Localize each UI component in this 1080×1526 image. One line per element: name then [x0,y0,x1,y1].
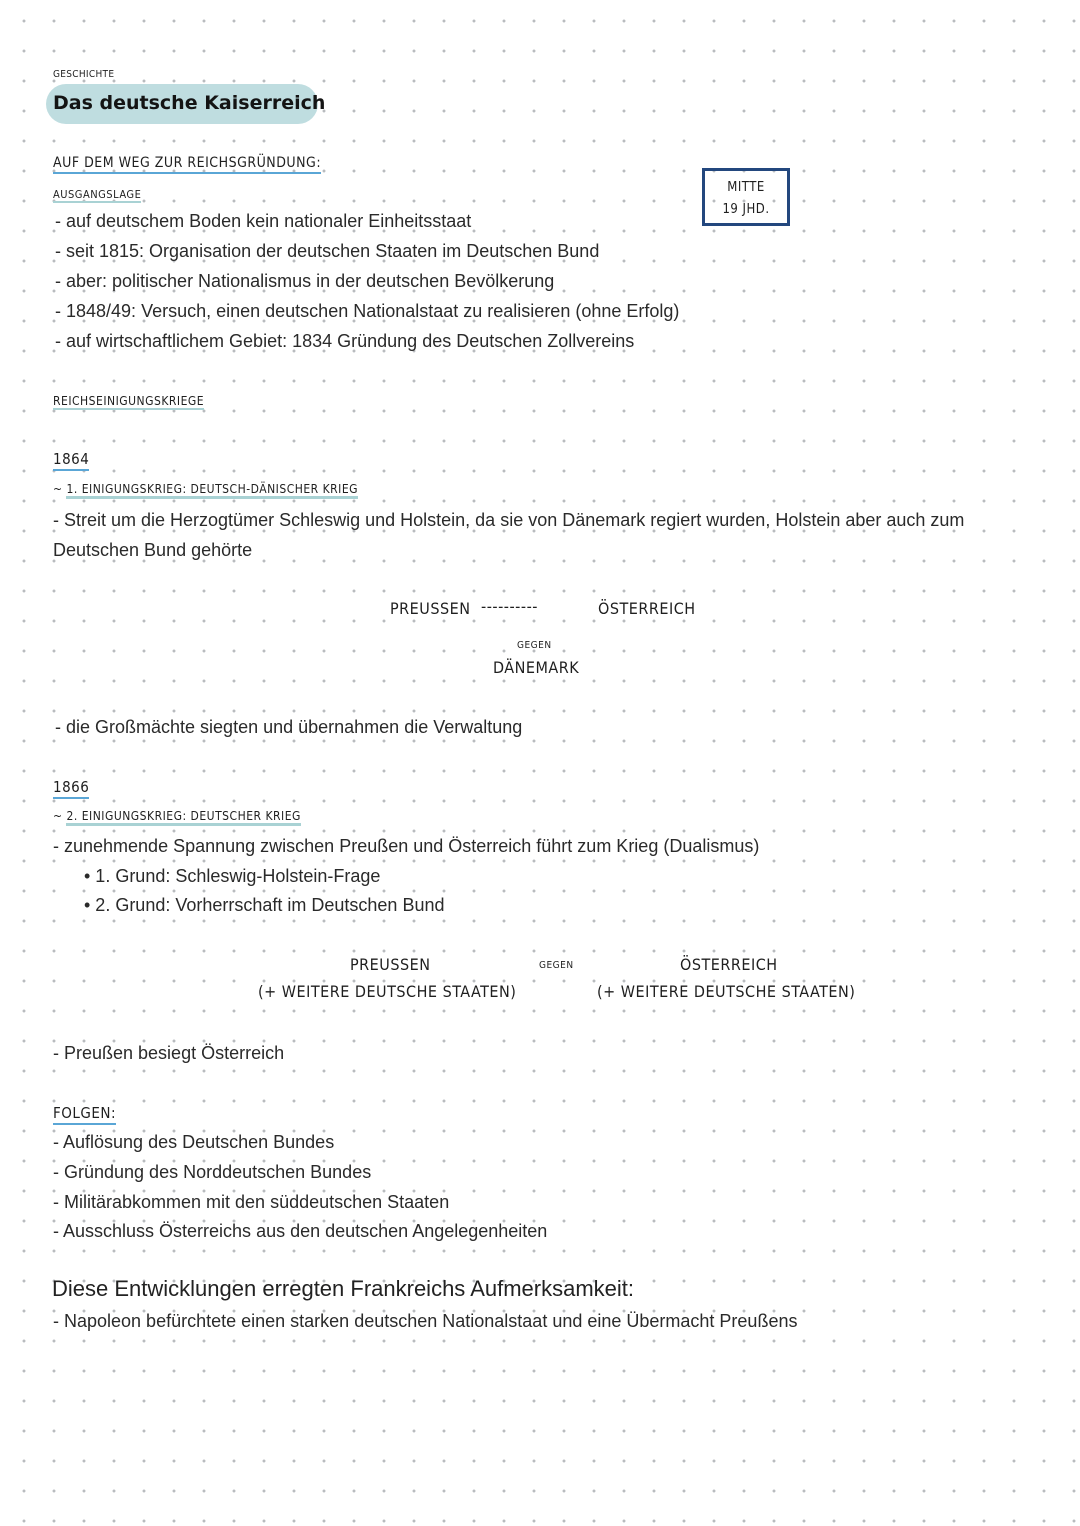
war1-text-line-2: Deutschen Bund gehörte [53,540,253,560]
war1-diagram-versus: GEGEN [517,640,552,651]
war2-bullet-2: • 2. Grund: Vorherrschaft im Deutschen Bund [84,895,445,915]
list-item: - 1848/49: Versuch, einen deutschen Nationalstaat zu realisieren (ohne Erfolg) [55,301,680,321]
time-box [702,168,790,226]
list-item: - auf deutschem Boden kein nationaler Einheitsstaat [55,211,472,231]
time-box-line-1: MITTE [727,180,765,195]
year-1864: 1864 [53,450,89,468]
year-1866: 1866 [53,778,89,796]
war2-bullet-1: • 1. Grund: Schleswig-Holstein-Frage [84,866,381,886]
subject-label: GESCHICHTE [53,69,115,80]
war2-diagram-left: PREUSSEN [350,955,431,974]
subheading-ausgangslage: AUSGANGSLAGE [53,188,142,201]
list-item: - seit 1815: Organisation der deutschen Staaten im Deutschen Bund [55,241,600,261]
war1-result: - die Großmächte siegten und übernahmen die Verwaltung [55,717,523,737]
list-item: - Auflösung des Deutschen Bundes [53,1132,335,1152]
war1-diagram-right: ÖSTERREICH [598,599,696,618]
time-box-line-2: 19 JHD. [722,202,770,217]
war2-title: ~ 2. EINIGUNGSKRIEG: DEUTSCHER KRIEG [53,809,301,823]
page-title: Das deutsche Kaiserreich [53,92,326,114]
outro-statement: Diese Entwicklungen erregten Frankreichs Aufmerksamkeit: [52,1276,635,1301]
list-item: - auf wirtschaftlichem Gebiet: 1834 Gründung des Deutschen Zollvereins [55,331,635,351]
war2-diagram-right-sub: (+ WEITERE DEUTSCHE STAATEN) [597,982,856,1001]
war2-diagram-right: ÖSTERREICH [680,955,778,974]
list-item: - Gründung des Norddeutschen Bundes [53,1162,372,1182]
war1-title: ~ 1. EINIGUNGSKRIEG: DEUTSCH-DÄNISCHER KRIEG [53,482,358,496]
list-item: - aber: politischer Nationalismus in der deutschen Bevölkerung [55,271,555,291]
war1-text-line-1: - Streit um die Herzogtümer Schleswig und Holstein, da sie von Dänemark regiert wurden, Holstein aber auch zum [53,510,965,530]
war1-diagram-bottom: DÄNEMARK [493,658,580,677]
consequences-heading: FOLGEN: [53,1104,116,1122]
list-item: - Ausschluss Österreichs aus den deutschen Angelegenheiten [53,1221,548,1241]
list-item: - Militärabkommen mit den süddeutschen Staaten [53,1192,450,1212]
war2-text-line-1: - zunehmende Spannung zwischen Preußen und Österreich führt zum Krieg (Dualismus) [53,836,760,856]
war2-result: - Preußen besiegt Österreich [53,1043,285,1063]
war1-diagram-connector: ---------- [481,597,538,616]
war1-diagram-left: PREUSSEN [390,599,471,618]
section-heading-reichseinigungskriege: REICHSEINIGUNGSKRIEGE [53,394,205,408]
war2-diagram-left-sub: (+ WEITERE DEUTSCHE STAATEN) [258,982,517,1001]
outro-item: - Napoleon befürchtete einen starken deutschen Nationalstaat und eine Übermacht Preußens [53,1311,798,1331]
war2-diagram-versus: GEGEN [539,960,574,971]
section-heading-reichsgruendung: AUF DEM WEG ZUR REICHSGRÜNDUNG: [53,155,321,171]
